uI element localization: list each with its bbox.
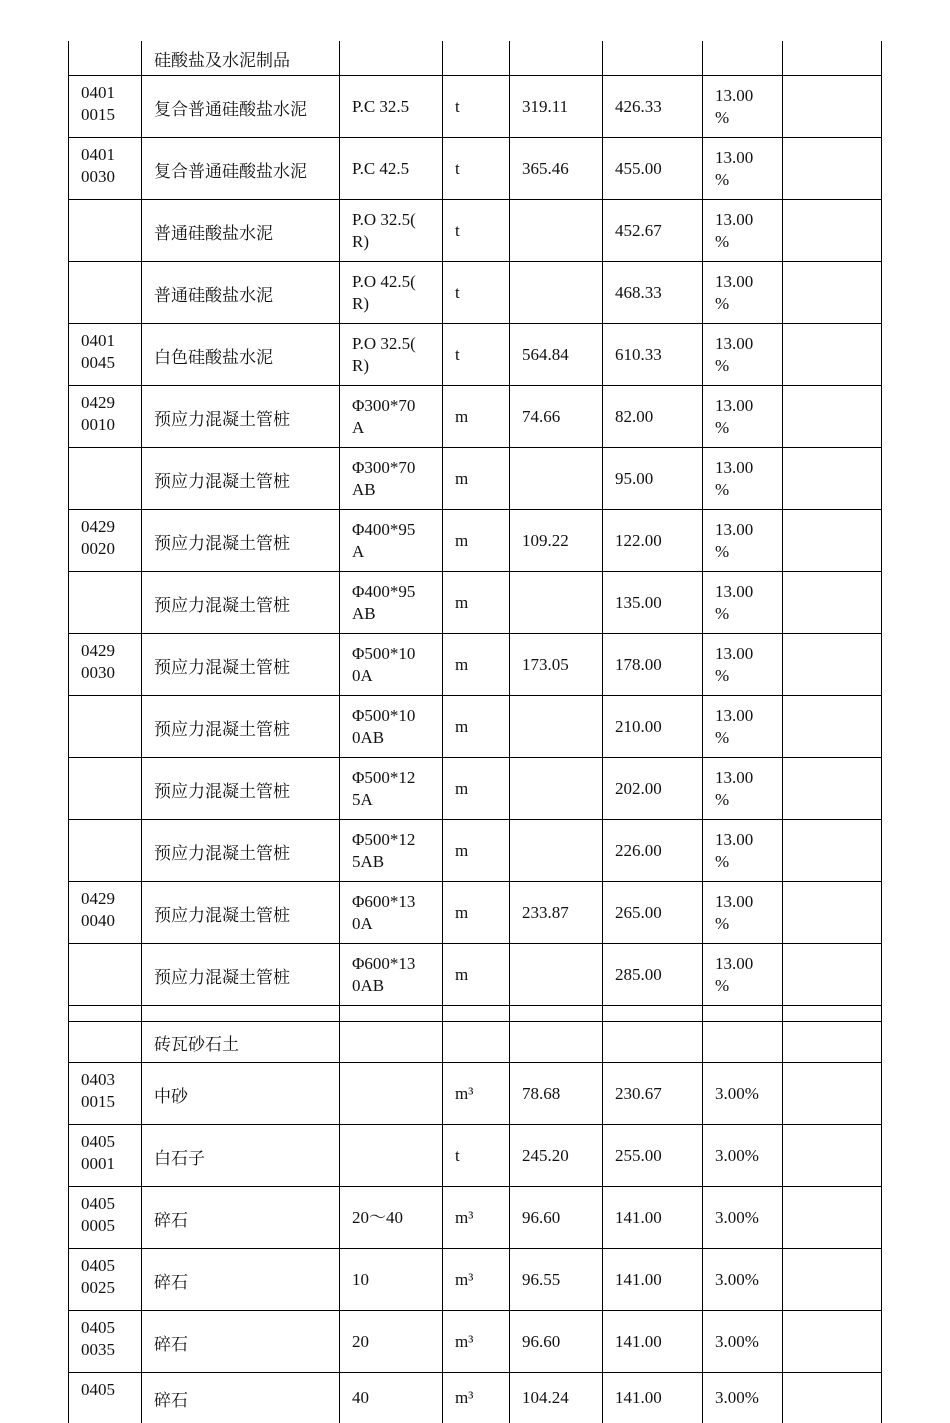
- rate-cell: 13.00 %: [703, 696, 783, 758]
- name-cell: 预应力混凝土管桩: [142, 634, 340, 696]
- unit-cell: m³: [443, 1063, 510, 1125]
- table-row: [69, 448, 882, 510]
- code-cell: [69, 696, 142, 758]
- table-row: [69, 510, 882, 572]
- unit-cell: t: [443, 138, 510, 200]
- spec-cell: P.O 32.5( R): [340, 324, 443, 386]
- code-cell: 0429 0040: [69, 882, 142, 944]
- unit-cell: m: [443, 572, 510, 634]
- price1-cell: [510, 696, 603, 758]
- code-cell: 0429 0020: [69, 510, 142, 572]
- code-cell: [69, 758, 142, 820]
- code-cell: [69, 944, 142, 1006]
- note-cell: [783, 1125, 882, 1187]
- note-cell: [783, 696, 882, 758]
- code-cell: 0429 0030: [69, 634, 142, 696]
- rate-cell: [703, 41, 783, 76]
- spec-cell: Φ600*13 0AB: [340, 944, 443, 1006]
- table-row: [69, 1063, 882, 1125]
- note-cell: [783, 572, 882, 634]
- spec-cell: Φ600*13 0A: [340, 882, 443, 944]
- note-cell: [783, 448, 882, 510]
- code-cell: 0429 0010: [69, 386, 142, 448]
- note-cell: [783, 882, 882, 944]
- spec-cell: Φ500*12 5AB: [340, 820, 443, 882]
- empty-cell: [340, 1006, 443, 1022]
- table-row: [69, 572, 882, 634]
- price2-cell: 226.00: [603, 820, 703, 882]
- price2-cell: 141.00: [603, 1187, 703, 1249]
- empty-cell: [603, 1022, 703, 1063]
- note-cell: [783, 1373, 882, 1423]
- note-cell: [783, 1249, 882, 1311]
- price1-cell: [510, 41, 603, 76]
- rate-cell: 3.00%: [703, 1249, 783, 1311]
- table-row: [69, 138, 882, 200]
- rate-cell: 3.00%: [703, 1311, 783, 1373]
- spec-cell: Φ500*10 0AB: [340, 696, 443, 758]
- code-cell: 0401 0045: [69, 324, 142, 386]
- price2-cell: 285.00: [603, 944, 703, 1006]
- unit-cell: [443, 41, 510, 76]
- empty-cell: [703, 1022, 783, 1063]
- price2-cell: 610.33: [603, 324, 703, 386]
- name-cell: 预应力混凝土管桩: [142, 758, 340, 820]
- empty-cell: [142, 1006, 340, 1022]
- empty-cell: [510, 1022, 603, 1063]
- price2-cell: 178.00: [603, 634, 703, 696]
- table-row: [69, 820, 882, 882]
- table-row: [69, 324, 882, 386]
- table-row: [69, 1187, 882, 1249]
- table-row: [69, 882, 882, 944]
- empty-cell: [443, 1022, 510, 1063]
- rate-cell: 13.00 %: [703, 572, 783, 634]
- note-cell: [783, 758, 882, 820]
- name-cell: 普通硅酸盐水泥: [142, 200, 340, 262]
- price1-cell: 564.84: [510, 324, 603, 386]
- price1-cell: [510, 572, 603, 634]
- spec-cell: Φ400*95 AB: [340, 572, 443, 634]
- name-cell: 预应力混凝土管桩: [142, 820, 340, 882]
- price2-cell: 265.00: [603, 882, 703, 944]
- unit-cell: m: [443, 448, 510, 510]
- price2-cell: 141.00: [603, 1373, 703, 1423]
- price2-cell: 122.00: [603, 510, 703, 572]
- spec-cell: [340, 1125, 443, 1187]
- unit-cell: t: [443, 76, 510, 138]
- code-cell: 0405 0001: [69, 1125, 142, 1187]
- note-cell: [783, 262, 882, 324]
- price2-cell: 468.33: [603, 262, 703, 324]
- rate-cell: 13.00 %: [703, 138, 783, 200]
- price2-cell: 455.00: [603, 138, 703, 200]
- section-title: 硅酸盐及水泥制品: [142, 41, 340, 76]
- category-title: 砖瓦砂石土: [142, 1022, 340, 1063]
- code-cell: 0405 0035: [69, 1311, 142, 1373]
- spec-cell: 20～40: [340, 1187, 443, 1249]
- price2-cell: 135.00: [603, 572, 703, 634]
- code-cell: 0401 0015: [69, 76, 142, 138]
- rate-cell: 13.00 %: [703, 386, 783, 448]
- unit-cell: m: [443, 634, 510, 696]
- price2-cell: 95.00: [603, 448, 703, 510]
- rate-cell: 3.00%: [703, 1187, 783, 1249]
- price1-cell: 245.20: [510, 1125, 603, 1187]
- note-cell: [783, 510, 882, 572]
- note-cell: [783, 200, 882, 262]
- unit-cell: m³: [443, 1373, 510, 1423]
- empty-cell: [510, 1006, 603, 1022]
- price1-cell: 78.68: [510, 1063, 603, 1125]
- category-header-row: [69, 1022, 882, 1063]
- table-row: [69, 1249, 882, 1311]
- rate-cell: 13.00 %: [703, 882, 783, 944]
- unit-cell: t: [443, 262, 510, 324]
- table-row: [69, 1311, 882, 1373]
- code-cell: [69, 572, 142, 634]
- name-cell: 普通硅酸盐水泥: [142, 262, 340, 324]
- spec-cell: P.C 32.5: [340, 76, 443, 138]
- price1-cell: 109.22: [510, 510, 603, 572]
- name-cell: 复合普通硅酸盐水泥: [142, 76, 340, 138]
- rate-cell: 13.00 %: [703, 510, 783, 572]
- unit-cell: m: [443, 944, 510, 1006]
- empty-cell: [783, 1022, 882, 1063]
- price1-cell: 96.55: [510, 1249, 603, 1311]
- empty-cell: [603, 1006, 703, 1022]
- price1-cell: [510, 758, 603, 820]
- spec-cell: [340, 1063, 443, 1125]
- price2-cell: 202.00: [603, 758, 703, 820]
- price1-cell: [510, 820, 603, 882]
- price1-cell: [510, 262, 603, 324]
- name-cell: 预应力混凝土管桩: [142, 386, 340, 448]
- price2-cell: 210.00: [603, 696, 703, 758]
- name-cell: 中砂: [142, 1063, 340, 1125]
- note-cell: [783, 386, 882, 448]
- name-cell: 预应力混凝土管桩: [142, 696, 340, 758]
- unit-cell: m³: [443, 1249, 510, 1311]
- note-cell: [783, 1187, 882, 1249]
- unit-cell: m: [443, 510, 510, 572]
- rate-cell: 13.00 %: [703, 76, 783, 138]
- spec-cell: P.C 42.5: [340, 138, 443, 200]
- spec-cell: 20: [340, 1311, 443, 1373]
- empty-cell: [340, 1022, 443, 1063]
- spec-cell: P.O 42.5( R): [340, 262, 443, 324]
- rate-cell: 3.00%: [703, 1125, 783, 1187]
- spec-cell: Φ500*12 5A: [340, 758, 443, 820]
- price1-cell: 104.24: [510, 1373, 603, 1423]
- rate-cell: 13.00 %: [703, 200, 783, 262]
- price2-cell: [603, 41, 703, 76]
- rate-cell: 13.00 %: [703, 324, 783, 386]
- note-cell: [783, 820, 882, 882]
- note-cell: [783, 1063, 882, 1125]
- spec-cell: 10: [340, 1249, 443, 1311]
- rate-cell: 13.00 %: [703, 758, 783, 820]
- name-cell: 碎石: [142, 1373, 340, 1423]
- price1-cell: 96.60: [510, 1311, 603, 1373]
- note-cell: [783, 944, 882, 1006]
- code-cell: 0405 0025: [69, 1249, 142, 1311]
- empty-cell: [443, 1006, 510, 1022]
- unit-cell: m: [443, 386, 510, 448]
- unit-cell: m: [443, 696, 510, 758]
- rate-cell: 3.00%: [703, 1063, 783, 1125]
- unit-cell: t: [443, 1125, 510, 1187]
- rate-cell: 13.00 %: [703, 944, 783, 1006]
- name-cell: 预应力混凝土管桩: [142, 882, 340, 944]
- name-cell: 预应力混凝土管桩: [142, 572, 340, 634]
- code-cell: [69, 200, 142, 262]
- note-cell: [783, 41, 882, 76]
- table-row: [69, 76, 882, 138]
- note-cell: [783, 1311, 882, 1373]
- rate-cell: 13.00 %: [703, 448, 783, 510]
- table-row: [69, 200, 882, 262]
- table-row: [69, 696, 882, 758]
- price2-cell: 82.00: [603, 386, 703, 448]
- note-cell: [783, 76, 882, 138]
- name-cell: 碎石: [142, 1311, 340, 1373]
- price2-cell: 255.00: [603, 1125, 703, 1187]
- note-cell: [783, 324, 882, 386]
- price1-cell: 319.11: [510, 76, 603, 138]
- empty-cell: [783, 1006, 882, 1022]
- name-cell: 白色硅酸盐水泥: [142, 324, 340, 386]
- code-cell: 0401 0030: [69, 138, 142, 200]
- name-cell: 碎石: [142, 1249, 340, 1311]
- unit-cell: m: [443, 882, 510, 944]
- unit-cell: m: [443, 758, 510, 820]
- code-cell: [69, 820, 142, 882]
- spec-cell: [340, 41, 443, 76]
- section-header-row: [69, 41, 882, 76]
- table-row: [69, 262, 882, 324]
- table-row: [69, 758, 882, 820]
- unit-cell: t: [443, 200, 510, 262]
- empty-cell: [69, 1006, 142, 1022]
- rate-cell: 13.00 %: [703, 820, 783, 882]
- rate-cell: 3.00%: [703, 1373, 783, 1423]
- price1-cell: [510, 200, 603, 262]
- code-cell: [69, 448, 142, 510]
- spec-cell: Φ300*70 A: [340, 386, 443, 448]
- table-row: [69, 386, 882, 448]
- code-cell: 0405 0005: [69, 1187, 142, 1249]
- price2-cell: 141.00: [603, 1311, 703, 1373]
- table-row: [69, 1373, 882, 1423]
- price1-cell: [510, 944, 603, 1006]
- name-cell: 白石子: [142, 1125, 340, 1187]
- name-cell: 复合普通硅酸盐水泥: [142, 138, 340, 200]
- name-cell: 预应力混凝土管桩: [142, 510, 340, 572]
- empty-cell: [69, 1022, 142, 1063]
- price1-cell: 173.05: [510, 634, 603, 696]
- code-cell: 0403 0015: [69, 1063, 142, 1125]
- price2-cell: 141.00: [603, 1249, 703, 1311]
- name-cell: 预应力混凝土管桩: [142, 944, 340, 1006]
- price1-cell: 233.87: [510, 882, 603, 944]
- spec-cell: Φ400*95 A: [340, 510, 443, 572]
- name-cell: 碎石: [142, 1187, 340, 1249]
- price2-cell: 230.67: [603, 1063, 703, 1125]
- empty-cell: [703, 1006, 783, 1022]
- price2-cell: 452.67: [603, 200, 703, 262]
- price2-cell: 426.33: [603, 76, 703, 138]
- spec-cell: Φ500*10 0A: [340, 634, 443, 696]
- code-cell: 0405: [69, 1373, 142, 1423]
- unit-cell: m: [443, 820, 510, 882]
- table-row: [69, 944, 882, 1006]
- table-row: [69, 634, 882, 696]
- note-cell: [783, 634, 882, 696]
- spec-cell: P.O 32.5( R): [340, 200, 443, 262]
- price1-cell: 74.66: [510, 386, 603, 448]
- name-cell: 预应力混凝土管桩: [142, 448, 340, 510]
- unit-cell: t: [443, 324, 510, 386]
- rate-cell: 13.00 %: [703, 634, 783, 696]
- spec-cell: Φ300*70 AB: [340, 448, 443, 510]
- spec-cell: 40: [340, 1373, 443, 1423]
- separator-row: [69, 1006, 882, 1022]
- unit-cell: m³: [443, 1187, 510, 1249]
- code-cell: [69, 41, 142, 76]
- code-cell: [69, 262, 142, 324]
- note-cell: [783, 138, 882, 200]
- price1-cell: 365.46: [510, 138, 603, 200]
- unit-cell: m³: [443, 1311, 510, 1373]
- price1-cell: 96.60: [510, 1187, 603, 1249]
- table-row: [69, 1125, 882, 1187]
- rate-cell: 13.00 %: [703, 262, 783, 324]
- material-price-table: [68, 41, 882, 1423]
- price1-cell: [510, 448, 603, 510]
